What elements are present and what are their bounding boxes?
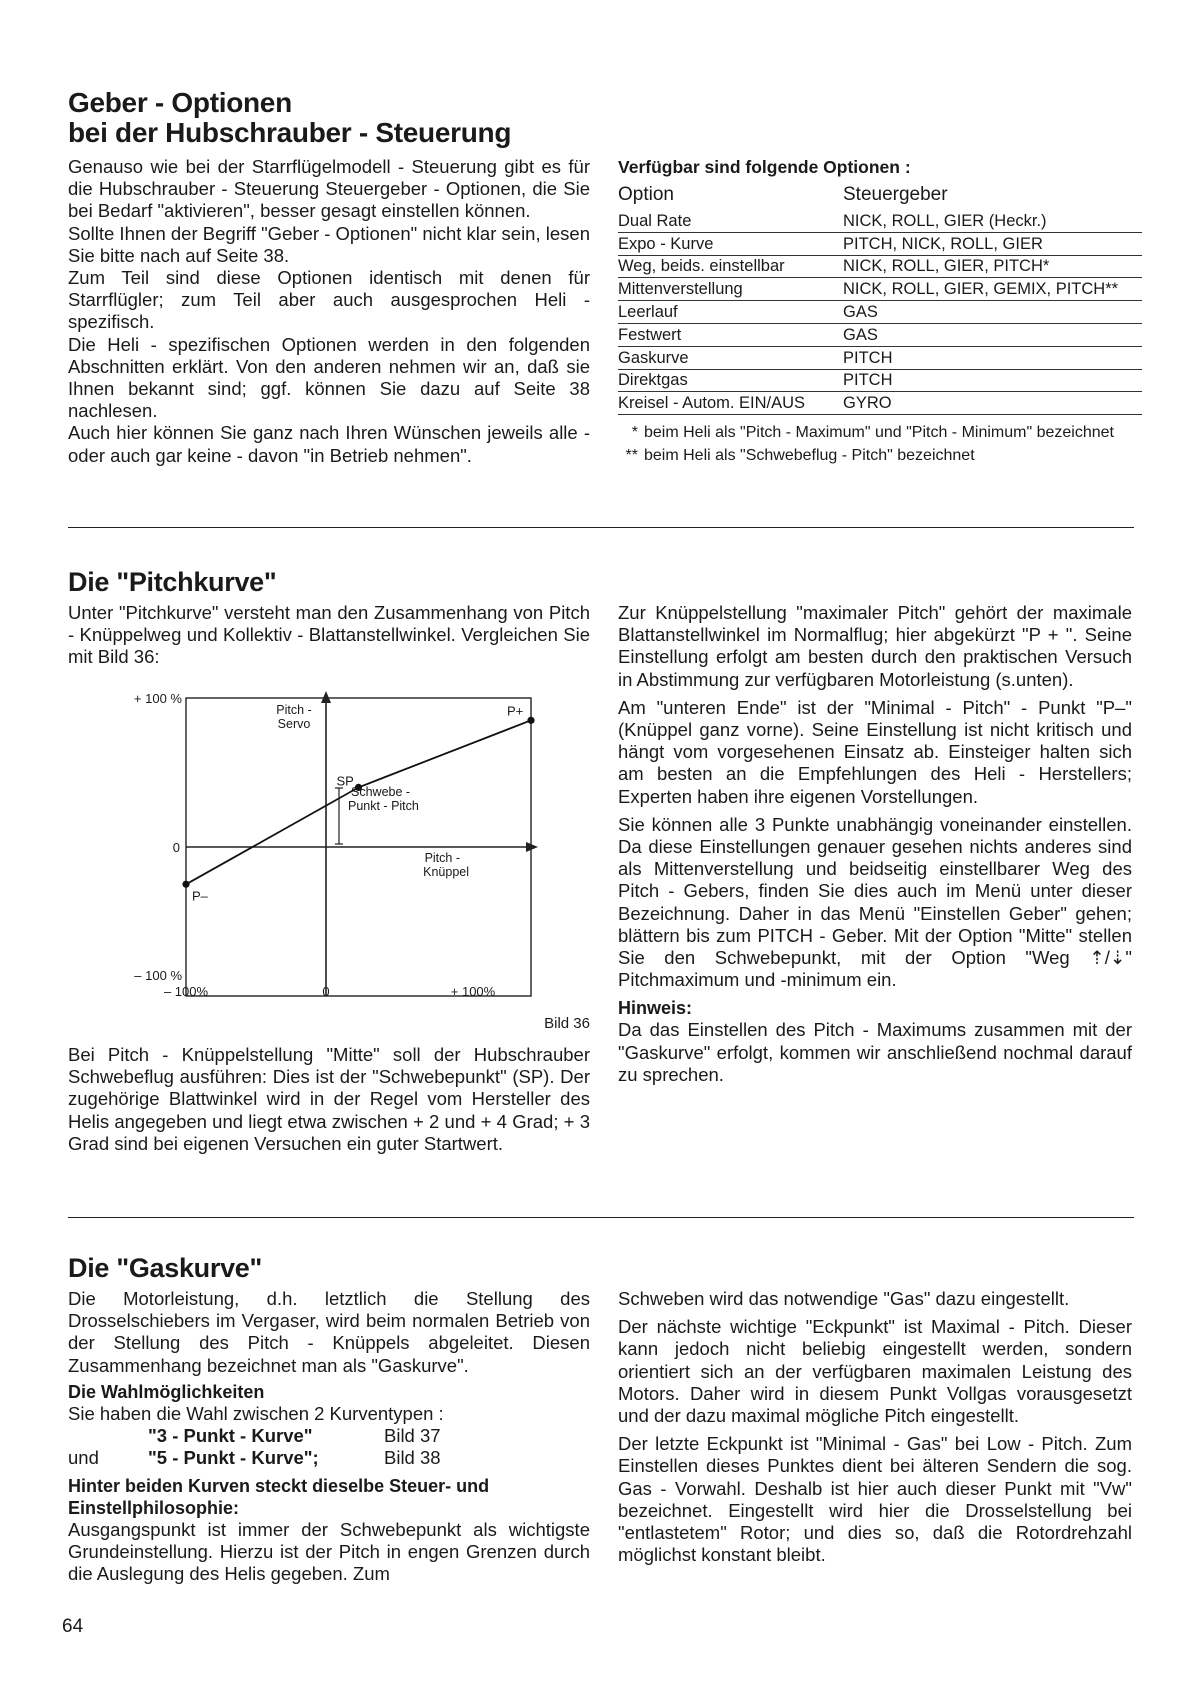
section-title-line1: Geber - Optionen: [68, 87, 292, 118]
y-axis-label: Pitch -: [276, 703, 312, 717]
curve-name: "3 - Punkt - Kurve": [148, 1425, 313, 1447]
options-table-body: [618, 210, 1142, 415]
footnote: [618, 446, 1142, 465]
steuergeber-cell: PITCH: [843, 346, 1142, 369]
section-title-gaskurve: Die "Gaskurve": [68, 1253, 263, 1283]
option-cell: Gaskurve: [618, 346, 843, 369]
figure-caption: Bild 36: [544, 1015, 590, 1032]
paragraph: Der letzte Eckpunkt ist "Minimal - Gas" bei Low - Pitch. Zum Einstellen dieses Punktes dient bei älteren Sendern die sog. Gas - Vorwahl. Deshalb ist hier auch dieser Punkt mit "Vw" bezeichnet. Eingestellt wird hier die Drosselstellung bei "entlastetem" Rotor; und dies so, daß die Rotordrehzahl möglichst konstant bleibt.: [618, 1433, 1132, 1566]
paragraph: Am "unteren Ende" ist der "Minimal - Pitch" - Punkt "P–" (Knüppel ganz vorne). Seine Einstellung ist nicht kritisch und hängt vom vorgesehenen Einsatz ab. Einsteiger halten sich am besten an die Empfehlungen des Heli - Herstellers; Experten haben ihre eigenen Vorstellungen.: [618, 696, 1132, 807]
pitchkurve-chart: [68, 680, 593, 1035]
paragraph: Die Heli - spezifischen Optionen werden in den folgenden Abschnitten erklärt. Von den anderen nehmen wir an, daß sie Ihnen bekannt sind; ggf. können Sie dazu auf Seite 38 nachlesen.: [68, 333, 590, 422]
point-label: P+: [507, 703, 524, 719]
y-tick-label: + 100 %: [133, 691, 182, 706]
section2-right-column: [618, 602, 1132, 1086]
section-title-line2: bei der Hubschrauber - Steuerung: [68, 117, 512, 148]
paragraph: Ausgangspunkt ist immer der Schwebepunkt als wichtigste Grundeinstellung. Hierzu ist der Pitch in engen Grenzen durch die Auslegung des Helis gegeben. Zum: [68, 1519, 590, 1585]
philosophy-title: Hinter beiden Kurven steckt dieselbe Steuer- und Einstellphilosophie:: [68, 1476, 490, 1519]
table-row: [618, 323, 1142, 346]
paragraph: Sie können alle 3 Punkte unabhängig voneinander einstellen. Da diese Einstellungen genauer gesehen nichts anderes sind als Mittenverstellung und beidseitig einstellbarer Weg des Pitch - Gebers, finden Sie dies auch im Menü unter dieser Bezeichnung. Daher in das Menü "Einstellen Geber" gehen; blättern bis zum PITCH - Geber. Mit der Option "Mitte" stellen Sie den Schwebepunkt, mit der Option "Weg ⇡/⇣" Pitchmaximum und -minimum ein.: [618, 813, 1132, 991]
steuergeber-cell: NICK, ROLL, GIER, GEMIX, PITCH**: [843, 278, 1142, 301]
divider: [68, 527, 1134, 528]
curve-prefix: und: [68, 1447, 99, 1469]
y-tick-label: – 100 %: [134, 968, 182, 983]
hinweis-text: Da das Einstellen des Pitch - Maximums zusammen mit der "Gaskurve" erfolgt, kommen wir anschließend nochmal darauf zu sprechen.: [618, 1019, 1132, 1085]
table-header-steuergeber: Steuergeber: [843, 184, 948, 205]
option-cell: Expo - Kurve: [618, 232, 843, 255]
option-cell: Leerlauf: [618, 301, 843, 324]
footnotes: [618, 423, 1142, 465]
point-label: P–: [192, 888, 208, 904]
table-row: [618, 255, 1142, 278]
y-tick-label: 0: [172, 840, 180, 855]
option-cell: Direktgas: [618, 369, 843, 392]
footnote: [618, 423, 1142, 442]
section2-left-column: [68, 602, 590, 669]
x-axis-label: Knüppel: [423, 865, 469, 879]
footnote-mark: *: [631, 424, 638, 442]
x-axis-label: Pitch -: [424, 851, 460, 865]
curve-type-row: [68, 1447, 441, 1469]
section2-left-bottom: [68, 1044, 590, 1155]
curve-name: "5 - Punkt - Kurve";: [148, 1447, 319, 1469]
table-row: [618, 392, 1142, 415]
table-row: [618, 346, 1142, 369]
annotation-label: Schwebe -: [351, 785, 411, 799]
paragraph: Schweben wird das notwendige "Gas" dazu eingestellt.: [618, 1288, 1070, 1309]
x-axis-arrow: [526, 842, 538, 852]
curve-figure: Bild 38: [384, 1447, 441, 1469]
table-row: [618, 278, 1142, 301]
curve-prefix: [68, 1425, 148, 1447]
footnote-mark: **: [625, 447, 638, 465]
paragraph: Auch hier können Sie ganz nach Ihren Wünschen jeweils alle - oder auch gar keine - davon "in Betrieb nehmen".: [68, 422, 590, 466]
wahl-title: Die Wahlmöglichkeiten: [68, 1381, 265, 1402]
option-cell: Weg, beids. einstellbar: [618, 255, 843, 278]
options-table: [618, 184, 1142, 415]
footnote-text: beim Heli als "Pitch - Maximum" und "Pitch - Minimum" bezeichnet: [644, 424, 1114, 442]
pitch-intro: Unter "Pitchkurve" versteht man den Zusammenhang von Pitch - Knüppelweg und Kollektiv - Blattanstellwinkel. Vergleichen Sie mit Bild 36:: [68, 602, 590, 668]
options-heading: Verfügbar sind folgende Optionen :: [618, 157, 911, 177]
section1-right-column: [618, 156, 1142, 465]
steuergeber-cell: GAS: [843, 301, 1142, 324]
table-row: [618, 232, 1142, 255]
table-row: [618, 210, 1142, 232]
paragraph: Die Motorleistung, d.h. letztlich die Stellung des Drosselschiebers im Vergaser, wird beim normalen Betrieb von der Stellung des Pitch - Knüppels abgeleitet. Diesen Zusammenhang bezeichnet man als "Gaskurve".: [68, 1288, 590, 1376]
option-cell: Mittenverstellung: [618, 278, 843, 301]
steuergeber-cell: GYRO: [843, 392, 1142, 415]
curve-point: [182, 881, 189, 888]
section1-left-column: [68, 156, 590, 467]
x-tick-label: + 100%: [450, 984, 496, 999]
x-tick-label: – 100%: [163, 984, 209, 999]
steuergeber-cell: GAS: [843, 323, 1142, 346]
y-axis-label: Servo: [277, 717, 311, 731]
curve-type-row: [68, 1425, 441, 1447]
option-cell: Dual Rate: [618, 210, 843, 232]
section3-right-column: [618, 1288, 1132, 1566]
y-axis-arrow: [321, 691, 331, 703]
table-row: [618, 301, 1142, 324]
section3-left-column: [68, 1288, 590, 1586]
divider: [68, 1217, 1134, 1218]
annotation-label: Punkt - Pitch: [348, 799, 419, 813]
steuergeber-cell: NICK, ROLL, GIER, PITCH*: [843, 255, 1142, 278]
footnote-text: beim Heli als "Schwebeflug - Pitch" bezeichnet: [644, 447, 975, 465]
table-header-row: [618, 184, 1142, 210]
hinweis-title: Hinweis:: [618, 998, 693, 1019]
table-header-option: Option: [618, 184, 674, 205]
section-title-pitchkurve: Die "Pitchkurve": [68, 567, 277, 597]
paragraph: Bei Pitch - Knüppelstellung "Mitte" soll der Hubschrauber Schwebeflug ausführen: Dies ist der "Schwebepunkt" (SP). Der zugehörige Blattwinkel wird in der Regel vom Hersteller des Helis angegeben und liegt etwa zwischen + 2 und + 4 Grad; + 3 Grad sind bei eigenen Versuchen ein guter Startwert.: [68, 1044, 590, 1154]
section-geber-optionen: [68, 88, 1134, 148]
curve-types-table: [68, 1425, 441, 1469]
option-cell: Festwert: [618, 323, 843, 346]
paragraph: Genauso wie bei der Starrflügelmodell - Steuerung gibt es für die Hubschrauber - Steuerung Steuergeber - Optionen, die Sie bei Bedarf "aktivieren", besser gesagt einstellen können.: [68, 156, 590, 222]
table-row: [618, 369, 1142, 392]
paragraph: Sollte Ihnen der Begriff "Geber - Optionen" nicht klar sein, lesen Sie bitte nach auf Seite 38.: [68, 222, 590, 266]
wahl-text: Sie haben die Wahl zwischen 2 Kurventypen :: [68, 1402, 444, 1424]
curve-point: [527, 717, 534, 724]
paragraph: Zum Teil sind diese Optionen identisch mit denen für Starrflügler; zum Teil aber auch ausgesprochen Heli - spezifisch.: [68, 267, 590, 333]
point-label: SP: [336, 773, 354, 789]
option-cell: Kreisel - Autom. EIN/AUS: [618, 392, 843, 415]
curve-figure: Bild 37: [384, 1425, 441, 1447]
x-tick-label: 0: [322, 984, 330, 999]
steuergeber-cell: PITCH, NICK, ROLL, GIER: [843, 232, 1142, 255]
page-number: 64: [62, 1616, 84, 1637]
paragraph: Der nächste wichtige "Eckpunkt" ist Maximal - Pitch. Dieser kann jedoch nicht beliebig eingestellt werden, sondern orientiert sich an der verfügbaren maximalen Leistung des Motors. Daher wird in diesem Punkt Vollgas vorausgesetzt und der dazu maximal mögliche Pitch eingestellt.: [618, 1316, 1132, 1427]
paragraph: Zur Knüppelstellung "maximaler Pitch" gehört der maximale Blattanstellwinkel im Normalflug; hier abgekürzt "P + ". Seine Einstellung erfolgt am besten durch den praktischen Versuch in Abstimmung zur verfügbaren Motorleistung (s.unten).: [618, 602, 1132, 690]
steuergeber-cell: NICK, ROLL, GIER (Heckr.): [843, 210, 1142, 232]
steuergeber-cell: PITCH: [843, 369, 1142, 392]
